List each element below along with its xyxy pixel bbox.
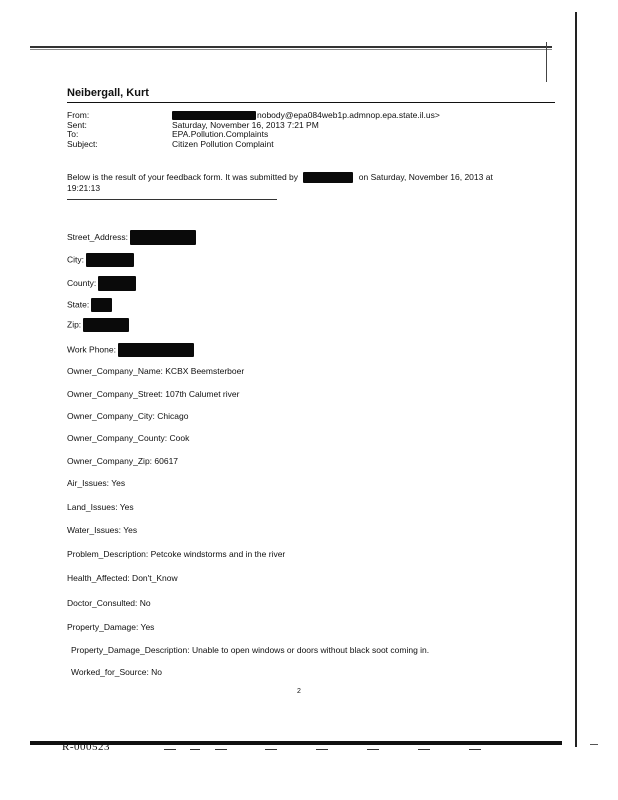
top-scan-rule-secondary xyxy=(30,49,552,50)
owner-company-county-field: Owner_Company_County: Cook xyxy=(67,433,190,443)
intro-text-after: on Saturday, November 16, 2013 at 19:21:13 xyxy=(67,172,493,194)
owner-company-zip-field: Owner_Company_Zip: 60617 xyxy=(67,456,179,466)
zip-field xyxy=(67,318,129,332)
page-number: 2 xyxy=(297,688,301,695)
city-label: City: xyxy=(67,254,84,265)
redaction xyxy=(98,276,136,291)
subject-row xyxy=(67,140,440,150)
redaction xyxy=(83,318,129,332)
scan-dash xyxy=(469,749,481,750)
redaction xyxy=(118,343,194,357)
redaction xyxy=(130,230,196,245)
sent-label: Sent: xyxy=(67,119,87,130)
health-affected-field: Health_Affected: Don't_Know xyxy=(67,573,178,583)
work-phone-field xyxy=(67,343,194,357)
owner-company-name-field: Owner_Company_Name: KCBX Beemsterboer xyxy=(67,366,245,376)
redaction xyxy=(91,298,112,312)
scan-dash xyxy=(265,749,277,750)
subject-value: Citizen Pollution Complaint xyxy=(172,138,274,149)
from-email: nobody@epa084web1p.admnop.epa.state.il.us> xyxy=(257,110,440,120)
zip-label: Zip: xyxy=(67,319,82,330)
scan-dash xyxy=(215,749,227,750)
subject-label: Subject: xyxy=(67,138,98,149)
scan-dash xyxy=(367,749,379,750)
to-value: EPA.Pollution.Complaints xyxy=(172,129,269,140)
land-issues-field: Land_Issues: Yes xyxy=(67,502,134,512)
redaction xyxy=(86,253,134,267)
right-scan-edge-mark xyxy=(546,42,547,82)
street-address-label: Street_Address: xyxy=(67,231,128,242)
intro-divider xyxy=(67,199,277,200)
scan-dash xyxy=(418,749,430,750)
to-label: To: xyxy=(67,129,79,140)
bates-number: R-000523 xyxy=(62,741,110,753)
water-issues-field: Water_Issues: Yes xyxy=(67,525,138,535)
scan-dash xyxy=(164,749,176,750)
scan-dash xyxy=(316,749,328,750)
problem-description-field: Problem_Description: Petcoke windstorms and in the river xyxy=(67,549,286,559)
top-scan-rule xyxy=(30,46,552,48)
email-header xyxy=(67,111,440,149)
from-label: From: xyxy=(67,110,90,120)
county-field xyxy=(67,276,136,291)
air-issues-field: Air_Issues: Yes xyxy=(67,478,126,488)
state-label: State: xyxy=(67,299,90,310)
sent-value: Saturday, November 16, 2013 7:21 PM xyxy=(172,119,319,130)
property-damage-field: Property_Damage: Yes xyxy=(67,622,155,632)
scan-dash xyxy=(190,749,200,750)
city-field xyxy=(67,253,134,267)
owner-company-street-field: Owner_Company_Street: 107th Calumet river xyxy=(67,389,240,399)
owner-company-city-field: Owner_Company_City: Chicago xyxy=(67,411,189,421)
sender-name: Neibergall, Kurt xyxy=(67,87,555,103)
redaction xyxy=(172,111,256,120)
worked-for-source-field: Worked_for_Source: No xyxy=(71,667,163,677)
street-address-field xyxy=(67,230,196,245)
doctor-consulted-field: Doctor_Consulted: No xyxy=(67,598,151,608)
work-phone-label: Work Phone: xyxy=(67,344,116,355)
county-label: County: xyxy=(67,277,97,288)
property-damage-description-field: Property_Damage_Description: Unable to open windows or doors without black soot coming in. xyxy=(71,645,430,655)
scan-edge-mark xyxy=(590,744,598,745)
redaction xyxy=(303,172,353,183)
right-scan-edge xyxy=(575,12,577,747)
intro-text-before: Below is the result of your feedback form. It was submitted by xyxy=(67,172,299,182)
state-field xyxy=(67,298,112,312)
intro-paragraph xyxy=(67,172,497,194)
